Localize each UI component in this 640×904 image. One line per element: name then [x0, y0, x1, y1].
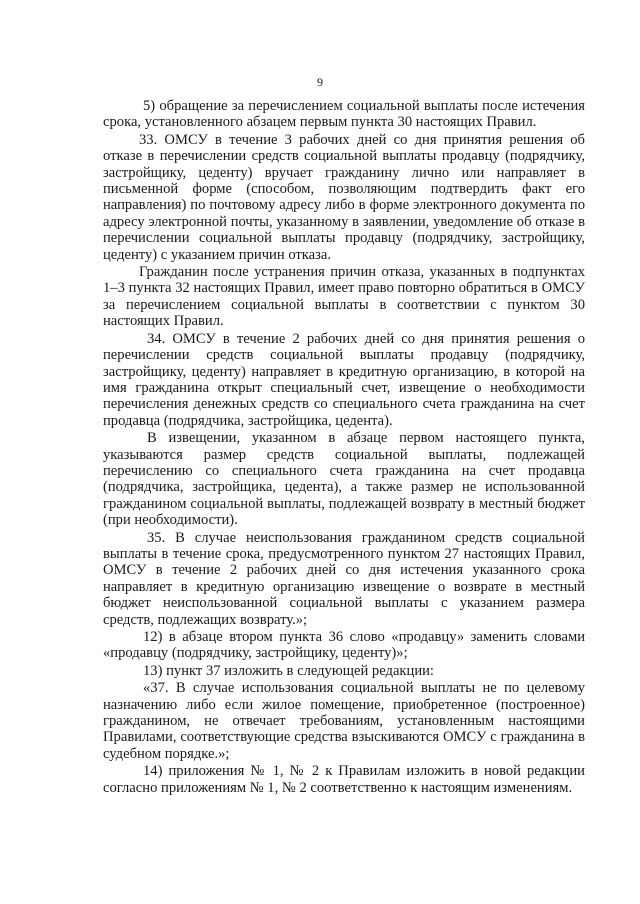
- paragraph-item-14: 14) приложения № 1, № 2 к Правилам изложить в новой редакции согласно приложениям № 1, № 2 соответственно к настоящим изменениям.: [103, 763, 585, 796]
- paragraph-clause-33: 33. ОМСУ в течение 3 рабочих дней со дня принятия решения об отказе в перечислении средств социальной выплаты продавцу (подрядчику, застройщику, цеденту) вручает гражданину лично или направляет в письменной форме (способом, позволяющим подтвердить факт его направления) по почтовому адресу либо в форме электронного документа по адресу электронной почты, указанному в заявлении, уведомление об отказе в перечислении социальной выплаты продавцу (подрядчику, застройщику, цеденту) с указанием причин отказа.: [103, 131, 585, 263]
- paragraph-item-5: 5) обращение за перечислением социальной выплаты после истечения срока, установленного абзацем первым пункта 30 настоящих Правил.: [103, 98, 585, 131]
- paragraph-item-12: 12) в абзаце втором пункта 36 слово «продавцу» заменить словами «продавцу (подрядчику, застройщику, цеденту)»;: [103, 629, 585, 662]
- paragraph-citizen-reapply: Гражданин после устранения причин отказа, указанных в подпунктах 1–3 пункта 32 настоящих Правил, имеет право повторно обратиться в ОМСУ за перечислением социальной выплаты в соответствии с пунктом 30 настоящих Правил.: [103, 264, 585, 330]
- page-number: 9: [317, 75, 323, 89]
- paragraph-clause-37: «37. В случае использования социальной выплаты не по целевому назначению либо если жилое помещение, приобретенное (построенное) гражданином, не отвечает требованиям, установленным настоящими Правилами, соответствующие средства взыскиваются ОМСУ с гражданина в судебном порядке.»;: [103, 680, 585, 762]
- paragraph-item-13: 13) пункт 37 изложить в следующей редакции:: [143, 662, 434, 679]
- paragraph-clause-34: 34. ОМСУ в течение 2 рабочих дней со дня принятия решения о перечислении средств социальной выплаты продавцу (подрядчику, застройщику, цеденту) направляет в кредитную организацию, в которой на имя гражданина открыт специальный счет, извещение о необходимости перечисления денежных средств со специального счета гражданина на счет продавца (подрядчика, застройщика, цедента).: [103, 330, 585, 429]
- paragraph-notice-contents: В извещении, указанном в абзаце первом настоящего пункта, указываются размер средств социальной выплаты, подлежащей перечислению со специального счета гражданина на счет продавца (подрядчика, застройщика, цедента), а также размер не использованной гражданином социальной выплаты, подлежащей возврату в местный бюджет (при необходимости).: [103, 430, 585, 529]
- document-body: [103, 98, 585, 797]
- paragraph-clause-35: 35. В случае неиспользования гражданином средств социальной выплаты в течение срока, предусмотренного пунктом 27 настоящих Правил, ОМСУ в течение 2 рабочих дней со дня истечения указанного срока направляет в кредитную организацию извещение о возврате в местный бюджет неиспользованной социальной выплаты с указанием размера средств, подлежащих возврату.»;: [103, 529, 585, 628]
